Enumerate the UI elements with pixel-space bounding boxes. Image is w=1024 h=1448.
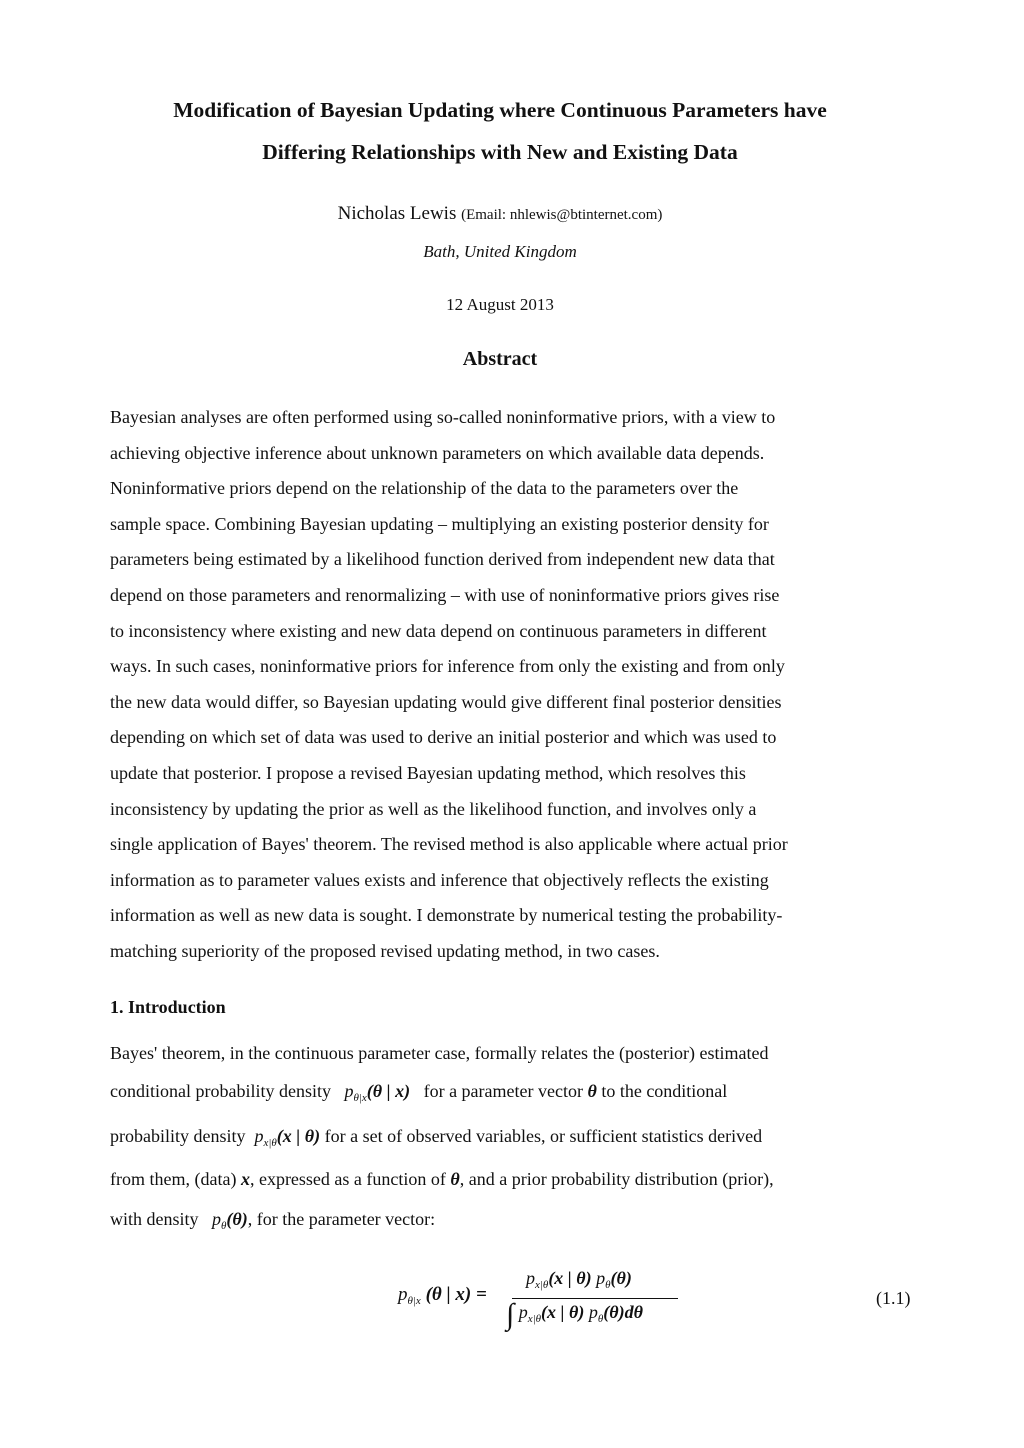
equation-numerator: $p_{x|\theta}(x$ | θ) $p_\theta(\theta)$ xyxy=(526,1268,632,1291)
equation-number: (1.1) xyxy=(876,1288,911,1308)
x-symbol: x xyxy=(240,1169,250,1189)
intro-line-5 xyxy=(110,1209,435,1232)
intro-text: for a parameter vector xyxy=(423,1081,583,1101)
theta-symbol: θ xyxy=(450,1169,460,1189)
intro-text: with density xyxy=(110,1209,199,1229)
equation-denominator: ∫ $p_{x|\theta}(x$ | θ) $p_\theta(\theta)d\theta$ xyxy=(506,1298,643,1331)
intro-text: conditional probability density xyxy=(110,1081,331,1101)
intro-text: probability density xyxy=(110,1126,246,1146)
intro-line-4 xyxy=(110,1169,774,1190)
abstract-line: Bayesian analyses are often performed using so-called noninformative priors, with a view to xyxy=(110,407,776,427)
theta-symbol: θ xyxy=(587,1081,597,1101)
intro-text: , expressed as a function of xyxy=(249,1169,446,1189)
abstract-line: parameters being estimated by a likelihood function derived from independent new data that xyxy=(110,549,775,570)
posterior-density-expr: $p_{\theta|x}(\theta$ | x) xyxy=(344,1081,411,1104)
abstract-line: update that posterior. I propose a revised Bayesian updating method, which resolves this xyxy=(110,762,746,783)
intro-line-1: Bayes' theorem, in the continuous parameter case, formally relates the (posterior) estimated xyxy=(110,1043,769,1063)
likelihood-expr: $p_{x|\theta}(x$ | θ) xyxy=(254,1126,321,1149)
intro-text: from them, (data) xyxy=(110,1169,237,1189)
section-heading-introduction: 1. Introduction xyxy=(110,997,226,1017)
abstract-line: depend on those parameters and renormalizing – with use of noninformative priors gives rise xyxy=(110,584,780,605)
abstract-line: information as well as new data is sought. I demonstrate by numerical testing the probability- xyxy=(110,905,783,926)
abstract-line: Noninformative priors depend on the relationship of the data to the parameters over the xyxy=(110,478,739,499)
abstract-line: information as to parameter values exists and inference that objectively reflects the existing xyxy=(110,869,769,890)
abstract-line: to inconsistency where existing and new data depend on continuous parameters in different xyxy=(110,620,767,641)
intro-text: for a set of observed variables, or sufficient statistics derived xyxy=(324,1126,763,1146)
abstract-line: achieving objective inference about unknown parameters on which available data depends. xyxy=(110,442,765,463)
abstract-line: sample space. Combining Bayesian updating – multiplying an existing posterior density for xyxy=(110,513,769,534)
author-affiliation: Bath, United Kingdom xyxy=(423,242,577,261)
abstract-body xyxy=(110,400,890,970)
abstract-heading: Abstract xyxy=(462,348,538,370)
author-name: Nicholas Lewis xyxy=(337,203,457,224)
intro-text: to the conditional xyxy=(601,1081,728,1101)
intro-line-3 xyxy=(110,1126,762,1149)
equation-1-1 xyxy=(398,1268,688,1338)
intro-text: , for the parameter vector: xyxy=(247,1209,436,1229)
equation-lhs: $p_{\theta|x}$ (θ | x) = xyxy=(398,1284,487,1307)
paper-title-line-1: Modification of Bayesian Updating where Continuous Parameters have xyxy=(173,98,827,122)
intro-text: , and a prior probability distribution (prior), xyxy=(459,1169,774,1189)
paper-date: 12 August 2013 xyxy=(446,295,554,314)
abstract-line: single application of Bayes' theorem. The revised method is also applicable where actual prior xyxy=(110,834,788,855)
abstract-line: inconsistency by updating the prior as well as the likelihood function, and involves only a xyxy=(110,798,757,819)
integral-sign: ∫ xyxy=(506,1298,515,1331)
intro-line-2 xyxy=(110,1081,727,1104)
abstract-line: matching superiority of the proposed revised updating method, in two cases. xyxy=(110,940,660,961)
author-email: (Email: nhlewis@btinternet.com) xyxy=(461,207,663,223)
paper-title-line-2: Differing Relationships with New and Existing Data xyxy=(262,140,738,164)
abstract-line: ways. In such cases, noninformative priors for inference from only the existing and from only xyxy=(110,656,785,677)
abstract-line: depending on which set of data was used to derive an initial posterior and which was used to xyxy=(110,727,777,748)
abstract-line: the new data would differ, so Bayesian updating would give different final posterior densities xyxy=(110,691,782,712)
author-line xyxy=(0,203,1000,225)
prior-density-expr: $p_\theta(\theta)$ xyxy=(212,1209,248,1232)
